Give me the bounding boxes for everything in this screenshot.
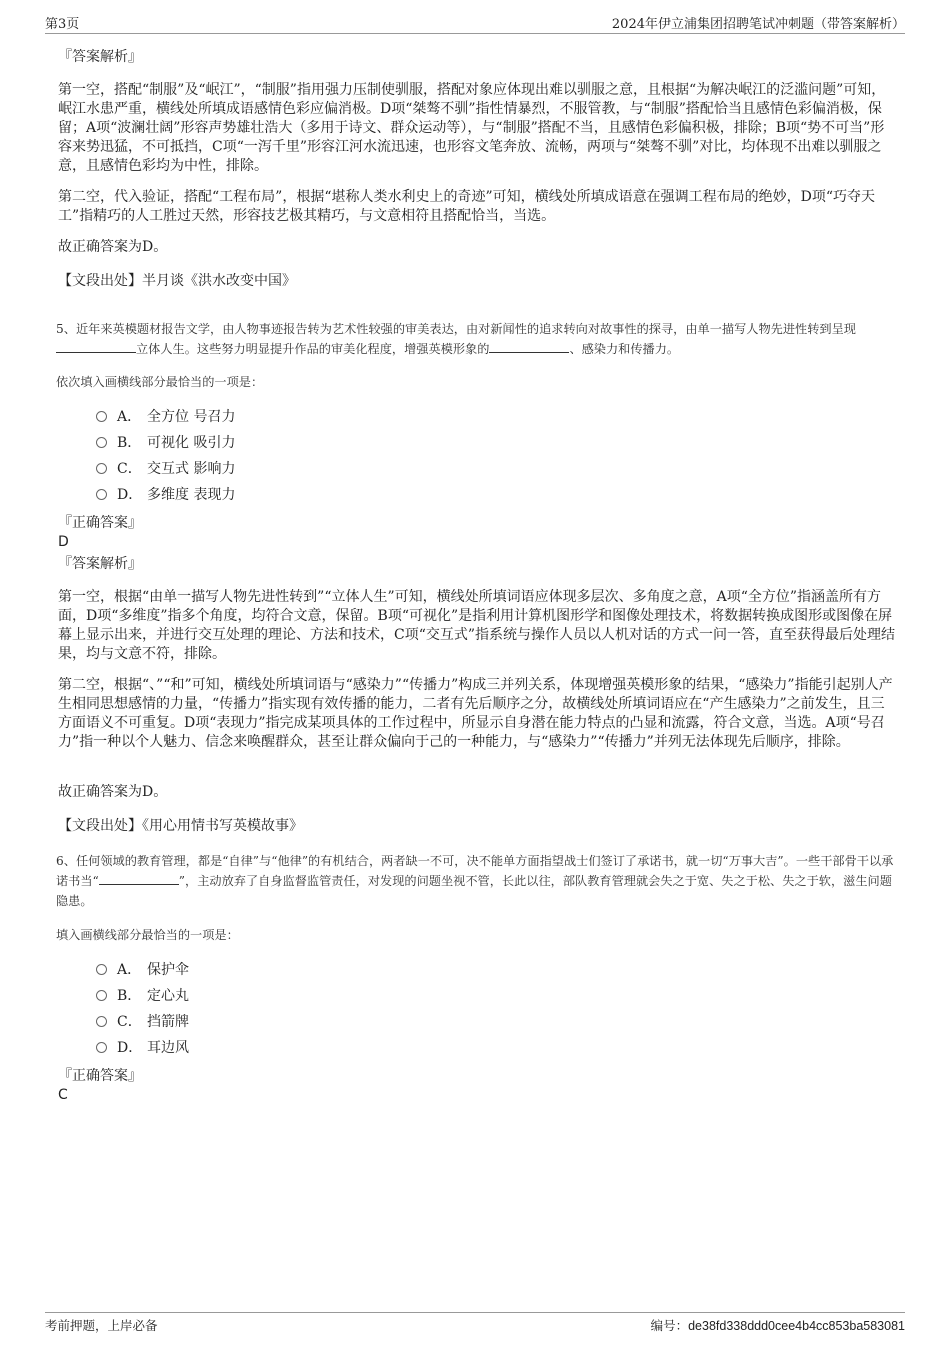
- radio-icon[interactable]: [96, 1042, 107, 1053]
- q4-analysis-label: 『答案解析』: [58, 49, 142, 65]
- option-letter: B．: [117, 988, 142, 1004]
- q6-option-d[interactable]: [96, 1038, 189, 1058]
- q6-correct-answer: C: [58, 1087, 68, 1103]
- option-letter: D．: [117, 1040, 143, 1056]
- q5-option-a[interactable]: [96, 407, 235, 427]
- footer-code-value: de38fd338ddd0cee4b4cc853ba583081: [688, 1319, 905, 1333]
- q6-option-c[interactable]: [96, 1012, 189, 1032]
- q5-option-d[interactable]: [96, 485, 235, 505]
- option-letter: A．: [117, 962, 142, 978]
- q5-blank-2: [489, 340, 569, 353]
- option-text: 交互式 影响力: [147, 461, 236, 477]
- q6-option-b[interactable]: [96, 986, 189, 1006]
- q6-stem: [56, 851, 894, 911]
- page-footer: [45, 1312, 905, 1333]
- option-letter: D．: [117, 487, 143, 503]
- option-text: 挡箭牌: [147, 1014, 189, 1030]
- footer-code: [651, 1316, 905, 1334]
- q4-source: 【文段出处】半月谈《洪水改变中国》: [58, 273, 296, 289]
- q5-analysis-p2: 第二空，根据“、”“和”可知，横线处所填词语与“感染力”“传播力”构成三并列关系，体现增强英模形象的结果，“感染力”指能引起别人产生相同思想感情的力量，“传播力”指实现有效传播的能力，二者有先后顺序之分，故横线处所填词语应在“产生感染力”之前发生，且三方面语义不可重复。D项“表现力”指完成某项具体的工作过程中，所显示自身潜在能力特点的凸显和流露，符合文意，当选。A项“号召力”指一种以个人魅力、信念来唤醒群众，甚至让群众偏向于己的一种能力，与“感染力”“传播力”并列无法体现先后顺序，排除。: [58, 677, 893, 750]
- q4-analysis-p1: 第一空，搭配“制服”及“岷江”，“制服”指用强力压制使驯服，搭配对象应体现出难以驯服之意，且根据“为解决岷江的泛滥问题”可知，岷江水患严重，横线处所填成语感情色彩应偏消极。D项“桀骜不驯”指性情暴烈，不服管教，与“制服”搭配恰当且感情色彩偏消极，保留；A项“波澜壮阔”形容声势雄壮浩大（多用于诗文、群众运动等），与“制服”搭配不当，且感情色彩偏积极，排除；B项“势不可当”形容来势迅猛，不可抵挡，C项“一泻千里”形容江河水流迅速，也形容文笔奔放、流畅，两项与“桀骜不驯”对比，均体现不出难以驯服之意，且感情色彩均为中性，排除。: [58, 82, 886, 174]
- q6-option-a[interactable]: [96, 960, 189, 980]
- q5-correct-label: 『正确答案』: [58, 515, 142, 531]
- q4-conclusion: 故正确答案为D。: [58, 239, 168, 255]
- page-header: [45, 13, 905, 34]
- q5-stem-part-b: 立体人生。这些努力明显提升作品的审美化程度，增强英模形象的: [136, 342, 490, 356]
- q5-analysis-label: 『答案解析』: [58, 556, 142, 572]
- q6-blank: [99, 872, 179, 885]
- q5-stem: [56, 319, 894, 359]
- q5-source: 【文段出处】《用心用情书写英模故事》: [58, 818, 303, 834]
- option-letter: C．: [117, 461, 142, 477]
- footer-slogan: 考前押题，上岸必备: [45, 1318, 158, 1333]
- option-letter: B．: [117, 435, 142, 451]
- option-text: 保护伞: [147, 962, 189, 978]
- q5-correct-answer: D: [58, 534, 69, 550]
- radio-icon[interactable]: [96, 489, 107, 500]
- radio-icon[interactable]: [96, 411, 107, 422]
- footer-code-label: 编号：: [650, 1318, 689, 1333]
- option-text: 多维度 表现力: [147, 487, 236, 503]
- q5-stem-part-a: 5、近年来英模题材报告文学，由人物事迹报告转为艺术性较强的审美表达，由对新闻性的追求转向对故事性的探寻，由单一描写人物先进性转到呈现: [56, 322, 856, 336]
- q6-instruction: 填入画横线部分最恰当的一项是：: [56, 928, 239, 942]
- q5-instruction: 依次填入画横线部分最恰当的一项是：: [56, 375, 264, 389]
- q5-blank-1: [56, 340, 136, 353]
- q5-analysis-p1: 第一空，根据“由单一描写人物先进性转到”“立体人生”可知，横线处所填词语应体现多层次、多角度之意，A项“全方位”指涵盖所有方面，D项“多维度”指多个角度，均符合文意，保留。B项“可视化”是指利用计算机图形学和图像处理技术，将数据转换成图形或图像在屏幕上显示出来，并进行交互处理的理论、方法和技术，C项“交互式”指系统与操作人员以人机对话的方式一问一答，直至获得最后处理结果，均与文意不符，排除。: [58, 589, 896, 662]
- q5-option-b[interactable]: [96, 433, 235, 453]
- q6-correct-label: 『正确答案』: [58, 1068, 142, 1084]
- option-text: 定心丸: [147, 988, 189, 1004]
- radio-icon[interactable]: [96, 990, 107, 1001]
- q6-stem-part-a: 6、任何领域的教育管理，都是“自律”与“他律”的有机结合，两者缺一不可，决不能单方面指望战士们签订了承诺书，就一切“万事大吉”。一些干部骨干以承诺书当“: [56, 854, 894, 888]
- option-letter: A．: [117, 409, 142, 425]
- q5-option-c[interactable]: [96, 459, 235, 479]
- page-number: 第3页: [45, 17, 80, 32]
- q5-conclusion: 故正确答案为D。: [58, 784, 168, 800]
- q4-analysis-p2: 第二空，代入验证，搭配“工程布局”，根据“堪称人类水利史上的奇迹”可知，横线处所填成语意在强调工程布局的绝妙，D项“巧夺天工”指精巧的人工胜过天然，形容技艺极其精巧，与文意相符且搭配恰当，当选。: [58, 189, 876, 224]
- option-letter: C．: [117, 1014, 142, 1030]
- radio-icon[interactable]: [96, 437, 107, 448]
- radio-icon[interactable]: [96, 463, 107, 474]
- option-text: 耳边风: [147, 1040, 189, 1056]
- option-text: 可视化 吸引力: [147, 435, 236, 451]
- q5-stem-part-c: 、感染力和传播力。: [569, 342, 680, 356]
- option-text: 全方位 号召力: [147, 409, 236, 425]
- document-title: 2024年伊立浦集团招聘笔试冲刺题（带答案解析）: [611, 17, 905, 32]
- radio-icon[interactable]: [96, 964, 107, 975]
- radio-icon[interactable]: [96, 1016, 107, 1027]
- q6-stem-part-b: ”，主动放弃了自身监督监管责任，对发现的问题坐视不管，长此以往，部队教育管理就会失之于宽、失之于松、失之于软，滋生问题隐患。: [56, 874, 892, 908]
